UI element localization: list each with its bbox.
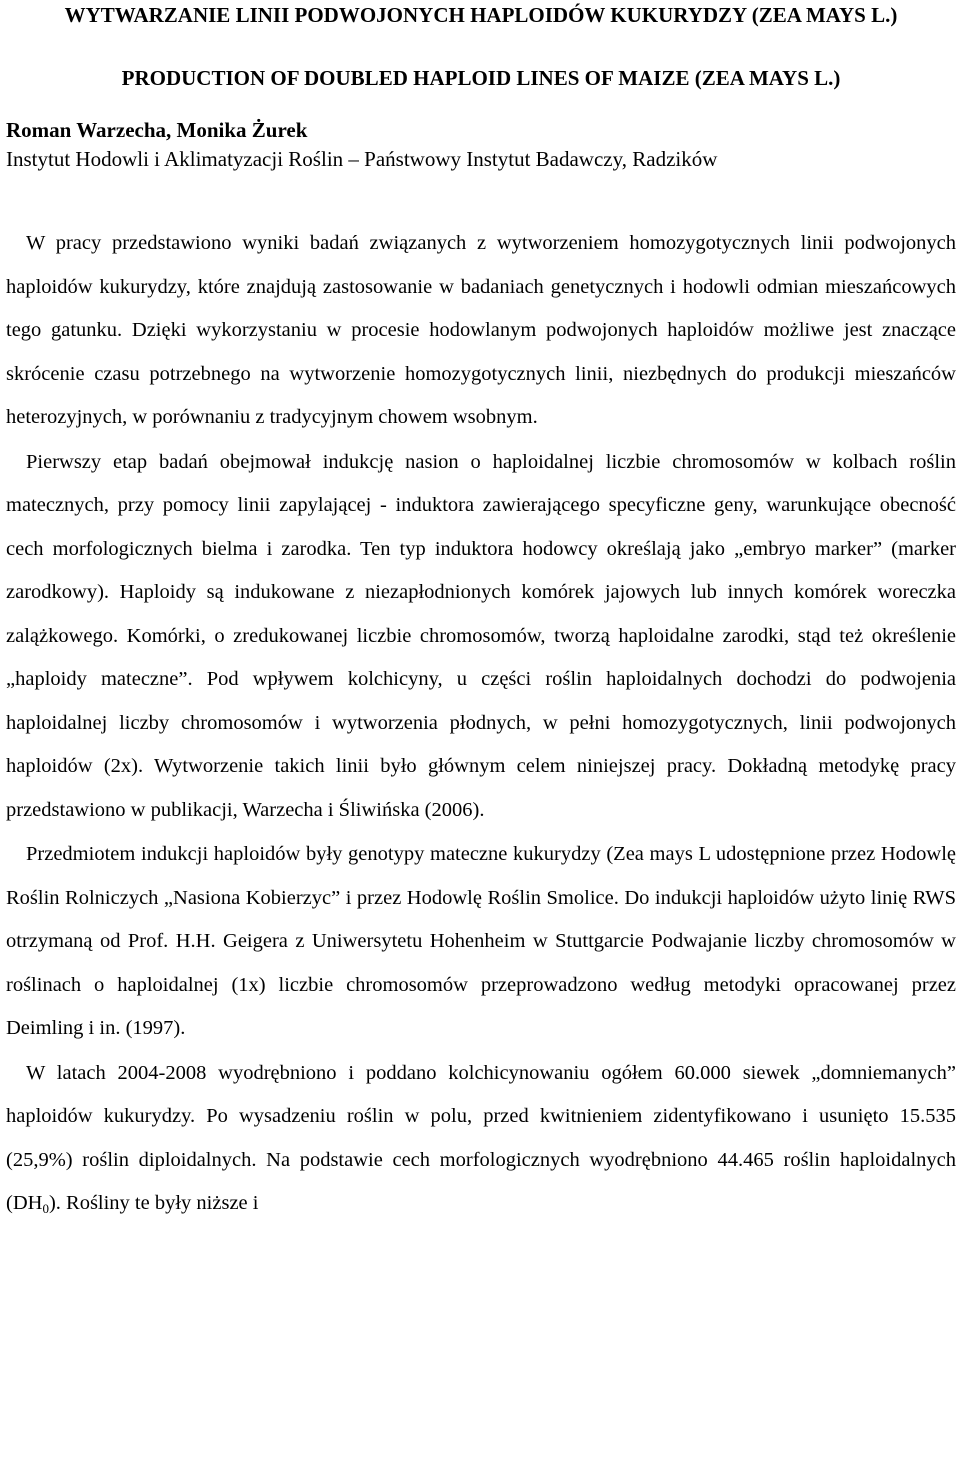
paragraph: Pierwszy etap badań obejmował indukcję nasion o haploidalnej liczbie chromosomów w kolbach roślin matecznych, przy pomocy linii zapylającej - induktora zawierającego specyficzne geny, warunkujące obecność cech morfologicznych bielma i zarodka. Ten typ induktora hodowcy określają jako „embryo marker” (marker zarodkowy). Haploidy są indukowane z niezapłodnionych komórek jajowych lub innych komórek woreczka zalążkowego. Komórki, o zredukowanej liczbie chromosomów, tworzą haploidalne zarodki, stąd też określenie „haploidy mateczne”. Pod wpływem kolchicyny, u części roślin haploidalnych dochodzi do podwojenia haploidalnej liczby chromosomów i wytworzenia płodnych, w pełni homozygotycznych, linii podwojonych haploidów (2x). Wytworzenie takich linii było głównym celem niniejszej pracy. Dokładną metodykę pracy przedstawiono w publikacji, Warzecha i Śliwińska (2006). [6,450,956,821]
affiliation: Instytut Hodowli i Aklimatyzacji Roślin – Państwowy Instytut Badawczy, Radzików [6,147,718,171]
paragraph-last-tail: ). Rośliny te były niższe i [48,1192,259,1214]
paragraph-last-text: W latach 2004-2008 wyodrębniono i poddano kolchicynowaniu ogółem 60.000 siewek „domniemanych” haploidów kukurydzy. Po wysadzeniu roślin w polu, przed kwitnieniem zidentyfikowano i usunięto 15.535 (25,9%) roślin diploidalnych. Na podstawie cech morfologicznych wyodrębniono 44.465 roślin haploidalnych (DH [6,1061,956,1214]
body-text [6,222,956,1226]
document-page [6,0,956,1226]
paragraph: Przedmiotem indukcji haploidów były genotypy mateczne kukurydzy (Zea mays L udostępnione przez Hodowlę Roślin Rolniczych „Nasiona Kobierzyc” i przez Hodowlę Roślin Smolice. Do indukcji haploidów użyto linię RWS otrzymaną od Prof. H.H. Geigera z Uniwersytetu Hohenheim w Stuttgarcie Podwajanie liczby chromosomów w roślinach o haploidalnej (1x) liczbie chromosomów przeprowadzono według metodyki opracowanej przez Deimling i in. (1997). [6,843,956,1039]
authors: Roman Warzecha, Monika Żurek [6,118,308,142]
paragraph-last [6,1052,956,1226]
author-block [6,116,956,174]
title-english: PRODUCTION OF DOUBLED HAPLOID LINES OF MAIZE (ZEA MAYS L.) [121,66,841,90]
title-polish: WYTWARZANIE LINII PODWOJONYCH HAPLOIDÓW KUKURYDZY (ZEA MAYS L.) [64,3,898,27]
paragraph: W pracy przedstawiono wyniki badań związanych z wytworzeniem homozygotycznych linii podwojonych haploidów kukurydzy, które znajdują zastosowanie w badaniach genetycznych i hodowli odmian mieszańcowych tego gatunku. Dzięki wykorzystaniu w procesie hodowlanym podwojonych haploidów możliwe jest znaczące skrócenie czasu potrzebnego na wytworzenie homozygotycznych linii, niezbędnych do produkcji mieszańców heterozyjnych, w porównaniu z tradycyjnym chowem wsobnym. [6,232,956,428]
subscript: 0 [42,1201,49,1216]
